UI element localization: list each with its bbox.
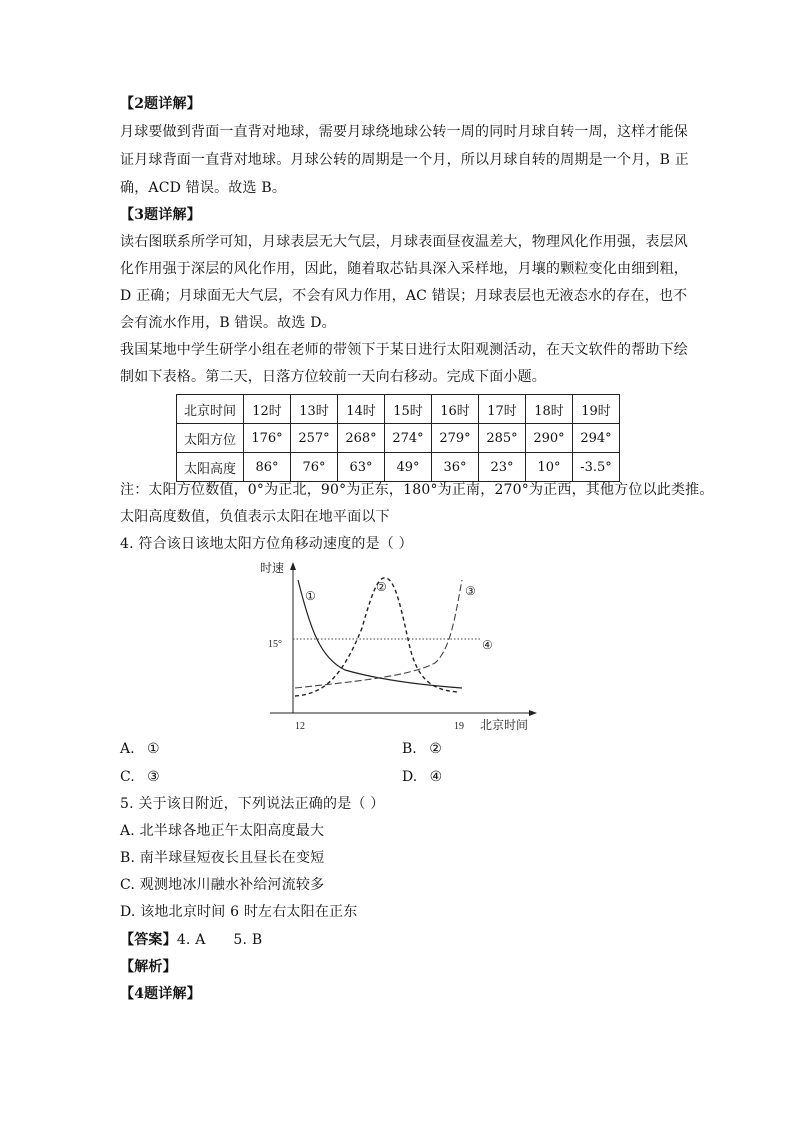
option-text: ① <box>147 741 160 757</box>
q4-option-b[interactable] <box>402 739 442 759</box>
table-cell: 294° <box>573 424 620 453</box>
section2-line-3: 确，ACD 错误。故选 B。 <box>120 180 287 196</box>
option-key: D. <box>402 769 418 785</box>
q4-option-d[interactable] <box>402 767 442 787</box>
chart-y-reference-label: 15° <box>268 639 282 650</box>
table-row-azimuth <box>177 424 620 453</box>
series-3-line <box>295 580 462 688</box>
q5-stem: 5. 关于该日附近，下列说法正确的是（ ） <box>120 796 385 812</box>
series-label: ③ <box>465 584 476 598</box>
section2-heading: 【2题详解】 <box>120 96 201 112</box>
table-cell: 23° <box>479 453 526 482</box>
q5-option-a[interactable]: A. 北半球各地正午太阳高度最大 <box>120 823 325 839</box>
intro-line-2: 制如下表格。第二天，日落方位较前一天向右移动。完成下面小题。 <box>120 369 546 385</box>
table-header-time: 18时 <box>526 395 573 424</box>
table-header-row <box>177 395 620 424</box>
table-cell: 63° <box>338 453 385 482</box>
table-cell: 274° <box>385 424 432 453</box>
note-line-1: 注：太阳方位数值，0°为正北，90°为正东，180°为正南，270°为正西，其他方位以此类推。 <box>120 482 714 498</box>
sun-observation-table <box>176 394 620 482</box>
series-label: ④ <box>482 638 493 652</box>
section3-heading: 【3题详解】 <box>120 207 201 223</box>
section2-line-1: 月球要做到背面一直背对地球，需要月球绕地球公转一周的同时月球自转一周，这样才能保 <box>120 124 688 140</box>
chart-x-arrow <box>529 710 537 716</box>
chart-y-arrow <box>290 562 296 570</box>
chart-xlabel: 北京时间 <box>480 718 529 732</box>
table-row-altitude <box>177 453 620 482</box>
chart-x-tick: 12 <box>295 721 305 732</box>
azimuth-speed-chart <box>250 558 540 736</box>
series-1-line <box>298 580 462 688</box>
q5-option-d[interactable]: D. 该地北京时间 6 时左右太阳在正东 <box>120 904 358 920</box>
section3-line-1: 读右图联系所学可知，月球表层无大气层，月球表面昼夜温差大，物理风化作用强，表层风 <box>120 234 688 250</box>
answer-line <box>120 930 262 950</box>
option-text: ② <box>429 741 442 757</box>
section2-line-2: 证月球背面一直背对地球。月球公转的周期是一个月，所以月球自转的周期是一个月，B 正 <box>120 152 689 168</box>
table-header-time: 19时 <box>573 395 620 424</box>
table-cell: 285° <box>479 424 526 453</box>
chart-x-tick: 19 <box>454 721 464 732</box>
option-text: ③ <box>147 769 160 785</box>
option-text: ④ <box>429 769 443 785</box>
table-cell: 86° <box>244 453 291 482</box>
table-cell: 290° <box>526 424 573 453</box>
section3-line-2: 化作用强于深层的风化作用，因此，随着取芯钻具深入采样地，月壤的颗粒变化由细到粗， <box>120 261 688 277</box>
table-row-label: 太阳方位 <box>177 424 244 453</box>
note-line-2: 太阳高度数值，负值表示太阳在地平面以下 <box>120 509 390 525</box>
option-key: C. <box>120 769 135 785</box>
option-key: B. <box>402 741 417 757</box>
table-header-label: 北京时间 <box>177 395 244 424</box>
table-cell: 257° <box>291 424 338 453</box>
series-label: ② <box>376 580 387 594</box>
option-key: A. <box>120 741 135 757</box>
table-header-time: 16时 <box>432 395 479 424</box>
q4-stem: 4. 符合该日该地太阳方位角移动速度的是（ ） <box>120 536 413 552</box>
table-row-label: 太阳高度 <box>177 453 244 482</box>
q5-option-b[interactable]: B. 南半球昼短夜长且昼长在变短 <box>120 850 325 866</box>
table-header-time: 15时 <box>385 395 432 424</box>
table-cell: 268° <box>338 424 385 453</box>
chart-ylabel: 时速 <box>260 561 285 575</box>
table-cell: 279° <box>432 424 479 453</box>
table-cell: -3.5° <box>573 453 620 482</box>
answer-text: 4. A 5. B <box>176 932 263 948</box>
table-cell: 10° <box>526 453 573 482</box>
section3-line-4: 会有流水作用，B 错误。故选 D。 <box>120 315 336 331</box>
table-cell: 176° <box>244 424 291 453</box>
section4-heading: 【4题详解】 <box>120 986 201 1002</box>
q4-option-a[interactable] <box>120 739 160 759</box>
answer-label: 【答案】 <box>120 932 177 948</box>
table-header-time: 13时 <box>291 395 338 424</box>
q4-option-c[interactable] <box>120 767 160 787</box>
table-cell: 49° <box>385 453 432 482</box>
q5-option-c[interactable]: C. 观测地冰川融水补给河流较多 <box>120 877 325 893</box>
series-label: ① <box>305 589 316 603</box>
intro-line-1: 我国某地中学生研学小组在老师的带领下于某日进行太阳观测活动，在天文软件的帮助下绘 <box>120 342 688 358</box>
table-cell: 36° <box>432 453 479 482</box>
table-header-time: 12时 <box>244 395 291 424</box>
analysis-heading: 【解析】 <box>120 959 177 975</box>
table-cell: 76° <box>291 453 338 482</box>
section3-line-3: D 正确；月球面无大气层，不会有风力作用，AC 错误；月球表层也无液态水的存在，也不 <box>120 288 688 304</box>
table-header-time: 17时 <box>479 395 526 424</box>
table-header-time: 14时 <box>338 395 385 424</box>
